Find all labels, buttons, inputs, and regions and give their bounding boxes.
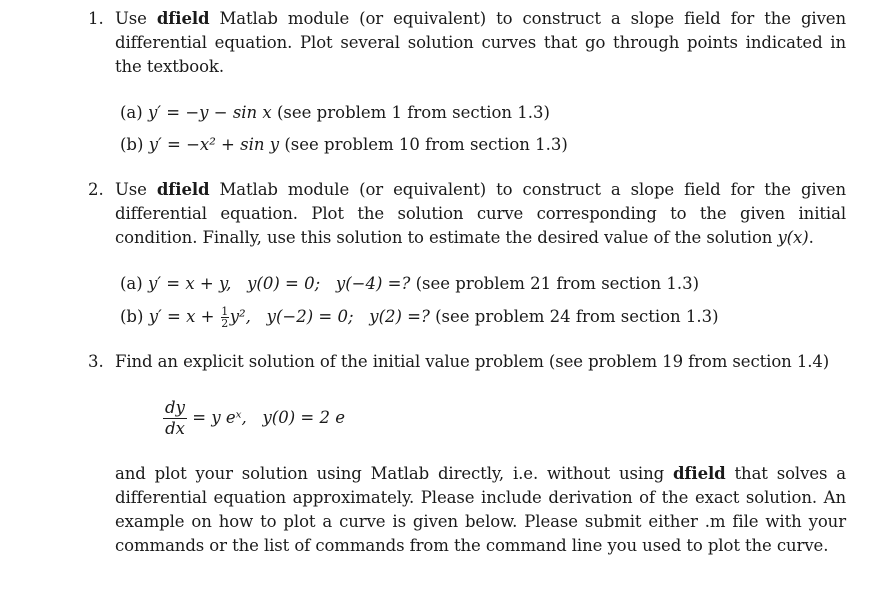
problem-2-number: 2. bbox=[88, 180, 104, 199]
problem-1b: (b) y′ = −x² + sin y (see problem 10 from section 1.3) bbox=[120, 135, 568, 154]
problem-3-text: and plot your solution using Matlab directly, i.e. without using dfield that solves a differential equation approximately. Please include derivation of the exact solution. An example on how to plot a curve is given below. Please submit either .m file with your commands or the list of commands from the command line you used to plot the curve. bbox=[115, 464, 846, 555]
dfield-term: dfield bbox=[673, 464, 726, 483]
ivp-equation: $\frac{dy}{dx}$ = y eˣ, y(0) = 2 e bbox=[163, 398, 345, 439]
dfield-term: dfield bbox=[156, 9, 210, 28]
problem-1-number: 1. bbox=[88, 9, 104, 28]
fraction-one-half: $\frac{1}{2}$ bbox=[221, 305, 229, 330]
derivative-fraction: $\frac{dy}{dx}$ bbox=[163, 398, 187, 439]
problem-1a: (a) y′ = −y − sin x (see problem 1 from section 1.3) bbox=[120, 103, 550, 122]
problem-3-number: 3. bbox=[88, 352, 104, 371]
dfield-term: dfield bbox=[156, 180, 210, 199]
problem-2-text: Use dfield Matlab module (or equivalent) to construct a slope field for the given differential equation. Plot the solution curve corresponding to the given initial condition. Finally, use this solution to estimate the desired value of the solution y(x). bbox=[115, 180, 846, 247]
problem-2b: (b) y′ = x + $\frac{1}{2}$ y², y(−2) = 0; y(2) =? (see problem 24 from section 1.3) bbox=[120, 305, 719, 330]
problem-1-text: Use dfield Matlab module (or equivalent) to construct a slope field for the given differential equation. Plot several solution curves that go through points indicated in the textbook. bbox=[115, 9, 846, 76]
problem-3-intro: Find an explicit solution of the initial value problem (see problem 19 from section 1.4) bbox=[115, 352, 830, 371]
problem-2a: (a) y′ = x + y, y(0) = 0; y(−4) =? (see problem 21 from section 1.3) bbox=[120, 274, 700, 293]
